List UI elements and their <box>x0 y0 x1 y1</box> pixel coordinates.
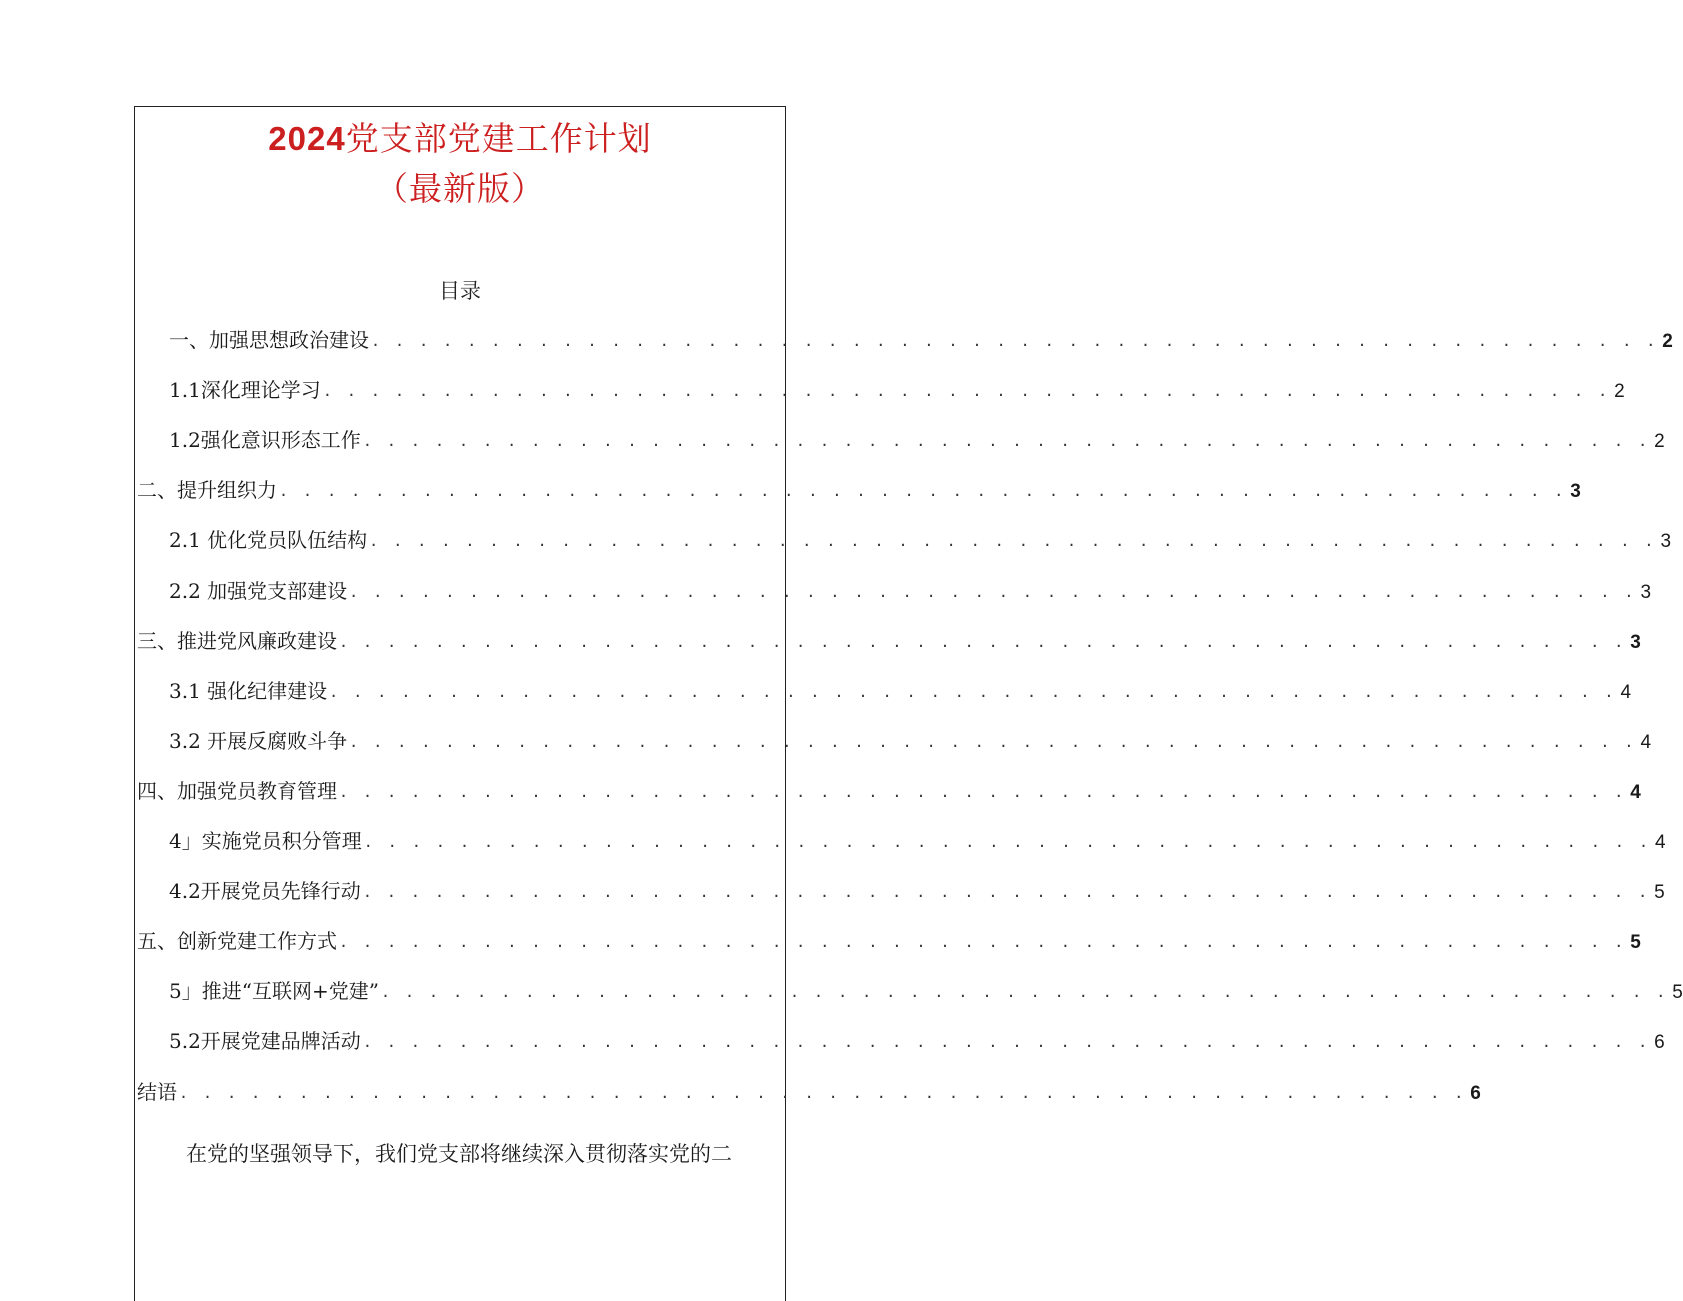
toc-dot-leader: . . . . . . . . . . . . . . . . . . . . . . . . . . . . . . . . . . . . . . . . . . . . . . . . . . . . . . <box>362 432 1651 451</box>
toc-page-number: 4 <box>1630 781 1641 803</box>
toc-dot-leader: . . . . . . . . . . . . . . . . . . . . . . . . . . . . . . . . . . . . . . . . . . . . . . . . . . . . . . <box>339 782 1627 801</box>
toc-dot-leader: . . . . . . . . . . . . . . . . . . . . . . . . . . . . . . . . . . . . . . . . . . . . . . . . . . . . . . <box>371 332 1659 350</box>
toc-entry-label: 4」实施党员积分管理 <box>169 829 362 853</box>
toc-page-number: 2 <box>1662 331 1673 352</box>
toc-heading: 目录 <box>439 279 481 303</box>
body-paragraph: 在党的坚强领导下，我们党支部将继续深入贯彻落实党的二 <box>186 1142 732 1166</box>
toc-page-number: 3 <box>1570 481 1581 503</box>
title-text: 党支部党建工作计划 <box>345 119 652 158</box>
toc-entry[interactable] <box>137 774 1641 804</box>
toc-entry-label: 5.2开展党建品牌活动 <box>169 1029 361 1054</box>
toc-entry-label: 5」推进“互联网+党建” <box>169 979 379 1004</box>
toc-entry[interactable] <box>137 473 1581 503</box>
toc-entry[interactable] <box>137 824 1666 854</box>
toc-page-number: 4 <box>1640 731 1652 753</box>
toc-entry-label: 1.2强化意识形态工作 <box>169 428 361 453</box>
toc-entry-label: 4.2开展党员先锋行动 <box>169 879 361 904</box>
toc-page-number: 3 <box>1660 531 1672 553</box>
toc-entry[interactable] <box>137 373 1625 403</box>
toc-dot-leader: . . . . . . . . . . . . . . . . . . . . . . . . . . . . . . . . . . . . . . . . . . . . . . . . . . . . . . <box>279 482 1567 501</box>
toc-entry[interactable] <box>137 1075 1481 1105</box>
toc-entry[interactable] <box>137 874 1665 904</box>
toc-dot-leader: . . . . . . . . . . . . . . . . . . . . . . . . . . . . . . . . . . . . . . . . . . . . . . . . . . . . . . <box>329 682 1617 701</box>
toc-entry[interactable] <box>137 724 1652 754</box>
toc-entry-label: 四、加强党员教育管理 <box>137 778 337 803</box>
toc-dot-leader: . . . . . . . . . . . . . . . . . . . . . . . . . . . . . . . . . . . . . . . . . . . . . . . . . . . . . . <box>362 1033 1651 1052</box>
document-title <box>0 113 920 160</box>
toc-entry-label: 五、创新党建工作方式 <box>137 929 337 954</box>
toc-page-number: 2 <box>1654 431 1665 453</box>
toc-entry-label: 2.1 优化党员队伍结构 <box>169 528 368 553</box>
toc-entry-label: 结语 <box>137 1079 177 1104</box>
toc-dot-leader: . . . . . . . . . . . . . . . . . . . . . . . . . . . . . . . . . . . . . . . . . . . . . . . . . . . . . . <box>339 632 1627 651</box>
toc-page-number: 5 <box>1672 982 1683 1004</box>
toc-entry-label: 一、加强思想政治建设 <box>169 328 369 352</box>
toc-entry-label: 二、提升组织力 <box>137 478 277 503</box>
toc-entry[interactable] <box>137 523 1672 553</box>
toc-entry[interactable] <box>137 624 1641 654</box>
toc-dot-leader: . . . . . . . . . . . . . . . . . . . . . . . . . . . . . . . . . . . . . . . . . . . . . . . . . . . . . . <box>339 933 1627 952</box>
toc-entry-label: 2.2 加强党支部建设 <box>169 578 348 603</box>
toc-entry-label: 1.1深化理论学习 <box>169 378 321 403</box>
toc-entry[interactable] <box>137 674 1632 704</box>
toc-page-number: 4 <box>1655 832 1666 853</box>
toc-page-number: 6 <box>1654 1032 1665 1054</box>
toc-page-number: 6 <box>1470 1082 1481 1104</box>
toc-entry[interactable] <box>137 924 1641 954</box>
toc-entry[interactable] <box>137 1024 1665 1054</box>
toc-entry-label: 3.1 强化纪律建设 <box>169 678 328 703</box>
toc-entry[interactable] <box>137 974 1683 1004</box>
toc-entry[interactable] <box>137 323 1673 353</box>
toc-page-number: 3 <box>1640 581 1652 603</box>
toc-dot-leader: . . . . . . . . . . . . . . . . . . . . . . . . . . . . . . . . . . . . . . . . . . . . . . . . . . . . . . <box>179 1083 1467 1102</box>
toc-dot-leader: . . . . . . . . . . . . . . . . . . . . . . . . . . . . . . . . . . . . . . . . . . . . . . . . . . . . . . <box>322 382 1611 401</box>
toc-dot-leader: . . . . . . . . . . . . . . . . . . . . . . . . . . . . . . . . . . . . . . . . . . . . . . . . . . . . . . <box>349 732 1637 751</box>
toc-page-number: 2 <box>1614 381 1625 403</box>
toc-page-number: 4 <box>1620 681 1632 703</box>
toc-page-number: 3 <box>1630 631 1641 653</box>
toc-page-number: 5 <box>1654 882 1665 904</box>
toc-dot-leader: . . . . . . . . . . . . . . . . . . . . . . . . . . . . . . . . . . . . . . . . . . . . . . . . . . . . . . <box>369 532 1657 551</box>
title-year: 2024 <box>268 120 346 157</box>
toc-dot-leader: . . . . . . . . . . . . . . . . . . . . . . . . . . . . . . . . . . . . . . . . . . . . . . . . . . . . . . <box>363 833 1652 851</box>
document-subtitle: （最新版） <box>375 169 545 208</box>
toc-entry-label: 三、推进党风廉政建设 <box>137 628 337 653</box>
toc-dot-leader: . . . . . . . . . . . . . . . . . . . . . . . . . . . . . . . . . . . . . . . . . . . . . . . . . . . . . . <box>349 582 1637 601</box>
toc-entry-label: 3.2 开展反腐败斗争 <box>169 728 348 753</box>
toc-page-number: 5 <box>1630 932 1641 954</box>
toc-dot-leader: . . . . . . . . . . . . . . . . . . . . . . . . . . . . . . . . . . . . . . . . . . . . . . . . . . . . . . <box>362 883 1651 902</box>
toc-entry[interactable] <box>137 574 1652 604</box>
toc-dot-leader: . . . . . . . . . . . . . . . . . . . . . . . . . . . . . . . . . . . . . . . . . . . . . . . . . . . . . . <box>380 983 1669 1002</box>
toc-entry[interactable] <box>137 423 1665 453</box>
